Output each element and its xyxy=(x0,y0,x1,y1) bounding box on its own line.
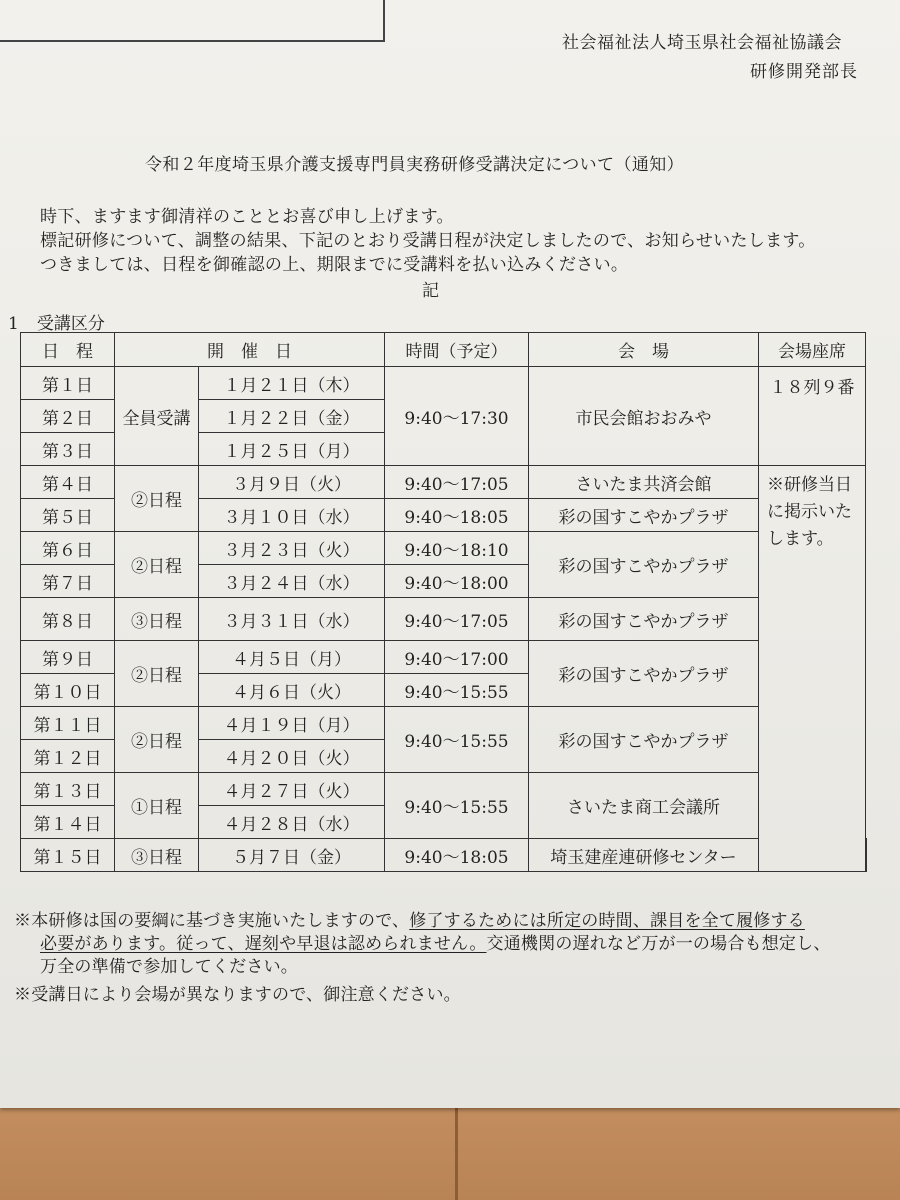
table-row xyxy=(21,466,867,499)
note-1-cont-emphasis: 必要があります。従って、遅刻や早退は認められません。 xyxy=(40,934,487,954)
seat-empty-cell xyxy=(866,839,867,872)
section-label: 受講区分 xyxy=(36,314,105,334)
venue-cell: 彩の国すこやかプラザ xyxy=(529,707,759,773)
day-cell: 第１３日 xyxy=(21,773,115,806)
date-cell: ３月１０日（水） xyxy=(199,499,385,532)
date-cell: ３月２３日（火） xyxy=(199,532,385,565)
date-cell: ４月５日（月） xyxy=(199,641,385,674)
table-row xyxy=(21,707,867,740)
time-cell: 9:40～15:55 xyxy=(385,674,529,707)
group-type-cell: ③日程 xyxy=(115,839,199,872)
venue-cell: 彩の国すこやかプラザ xyxy=(529,499,759,532)
day-cell: 第１２日 xyxy=(21,740,115,773)
body-line-1: 時下、ますます御清祥のこととお喜び申し上げます。 xyxy=(40,207,454,227)
table-row xyxy=(21,598,867,641)
date-cell: ３月９日（火） xyxy=(199,466,385,499)
table-header-row xyxy=(21,333,867,367)
venue-cell: 彩の国すこやかプラザ xyxy=(529,641,759,707)
table-row xyxy=(21,773,867,806)
time-cell: 9:40～18:05 xyxy=(385,499,529,532)
date-cell: １月２５日（月） xyxy=(199,433,385,466)
note-2: ※受講日により会場が異なりますので、御注意ください。 xyxy=(14,985,461,1005)
seat-note-cell: ※研修当日に掲示いたします。 xyxy=(759,466,866,872)
day-cell: 第９日 xyxy=(21,641,115,674)
body-line-2: 標記研修について、調整の結果、下記のとおり受講日程が決定しましたので、お知らせいたします。 xyxy=(40,231,816,251)
time-cell: 9:40～17:30 xyxy=(385,367,529,466)
time-cell: 9:40～15:55 xyxy=(385,707,529,773)
time-cell: 9:40～15:55 xyxy=(385,773,529,839)
header-seat: 会場座席 xyxy=(759,333,866,367)
section-number: 1 xyxy=(8,314,19,334)
section-heading xyxy=(8,309,105,334)
note-1-emphasis: 修了するためには所定の時間、課目を全て履修する xyxy=(409,911,805,931)
venue-cell: 埼玉建産連研修センター xyxy=(529,839,759,872)
body-line-3: つきましては、日程を御確認の上、期限までに受講料を払い込みください。 xyxy=(40,255,629,275)
date-cell: ４月２７日（火） xyxy=(199,773,385,806)
sender-title: 研修開発部長 xyxy=(750,62,858,82)
header-venue: 会 場 xyxy=(529,333,759,367)
time-cell: 9:40～17:00 xyxy=(385,641,529,674)
document-title: 令和２年度埼玉県介護支援専門員実務研修受講決定について（通知） xyxy=(145,155,685,175)
date-cell: ４月２８日（水） xyxy=(199,806,385,839)
sender-organization: 社会福祉法人埼玉県社会福祉協議会 xyxy=(562,33,842,53)
date-cell: ３月２４日（水） xyxy=(199,565,385,598)
note-1-end: 万全の準備で参加してください。 xyxy=(40,957,298,977)
day-cell: 第２日 xyxy=(21,400,115,433)
date-cell: ４月６日（火） xyxy=(199,674,385,707)
time-cell: 9:40～17:05 xyxy=(385,466,529,499)
table-row xyxy=(21,532,867,565)
group-type-cell: 全員受講 xyxy=(115,367,199,466)
date-cell: ３月３１日（水） xyxy=(199,598,385,641)
address-box xyxy=(0,0,385,42)
group-type-cell: ②日程 xyxy=(115,641,199,707)
day-cell: 第１日 xyxy=(21,367,115,400)
venue-cell: さいたま商工会議所 xyxy=(529,773,759,839)
group-type-cell: ②日程 xyxy=(115,466,199,532)
venue-cell: 彩の国すこやかプラザ xyxy=(529,532,759,598)
venue-cell: さいたま共済会館 xyxy=(529,466,759,499)
schedule-table xyxy=(20,332,867,872)
header-date: 開 催 日 xyxy=(115,333,385,367)
day-cell: 第１１日 xyxy=(21,707,115,740)
group-type-cell: ③日程 xyxy=(115,598,199,641)
date-cell: ５月７日（金） xyxy=(199,839,385,872)
day-cell: 第５日 xyxy=(21,499,115,532)
date-cell: ４月１９日（月） xyxy=(199,707,385,740)
day-cell: 第１４日 xyxy=(21,806,115,839)
time-cell: 9:40～18:10 xyxy=(385,532,529,565)
note-1-cont-text: 交通機関の遅れなど万が一の場合も想定し、 xyxy=(486,934,831,954)
group-type-cell: ②日程 xyxy=(115,707,199,773)
wooden-floor xyxy=(0,1098,900,1200)
time-cell: 9:40～18:05 xyxy=(385,839,529,872)
venue-cell: 彩の国すこやかプラザ xyxy=(529,598,759,641)
venue-cell: 市民会館おおみや xyxy=(529,367,759,466)
group-type-cell: ②日程 xyxy=(115,532,199,598)
date-cell: １月２２日（金） xyxy=(199,400,385,433)
day-cell: 第７日 xyxy=(21,565,115,598)
table-row xyxy=(21,367,867,400)
time-cell: 9:40～18:00 xyxy=(385,565,529,598)
ki-marker: 記 xyxy=(422,281,439,301)
day-cell: 第４日 xyxy=(21,466,115,499)
table-row xyxy=(21,641,867,674)
time-cell: 9:40～17:05 xyxy=(385,598,529,641)
day-cell: 第３日 xyxy=(21,433,115,466)
note-1 xyxy=(14,906,805,931)
header-schedule: 日 程 xyxy=(21,333,115,367)
date-cell: ４月２０日（火） xyxy=(199,740,385,773)
note-1-text: ※本研修は国の要綱に基づき実施いたしますので、 xyxy=(14,911,410,931)
note-1-cont xyxy=(40,929,831,954)
day-cell: 第８日 xyxy=(21,598,115,641)
seat-cell: １８列９番 xyxy=(759,367,866,466)
group-type-cell: ①日程 xyxy=(115,773,199,839)
table-row xyxy=(21,839,867,872)
day-cell: 第６日 xyxy=(21,532,115,565)
date-cell: １月２１日（木） xyxy=(199,367,385,400)
header-time: 時間（予定） xyxy=(385,333,529,367)
floor-seam xyxy=(455,1098,458,1200)
day-cell: 第１５日 xyxy=(21,839,115,872)
day-cell: 第１０日 xyxy=(21,674,115,707)
